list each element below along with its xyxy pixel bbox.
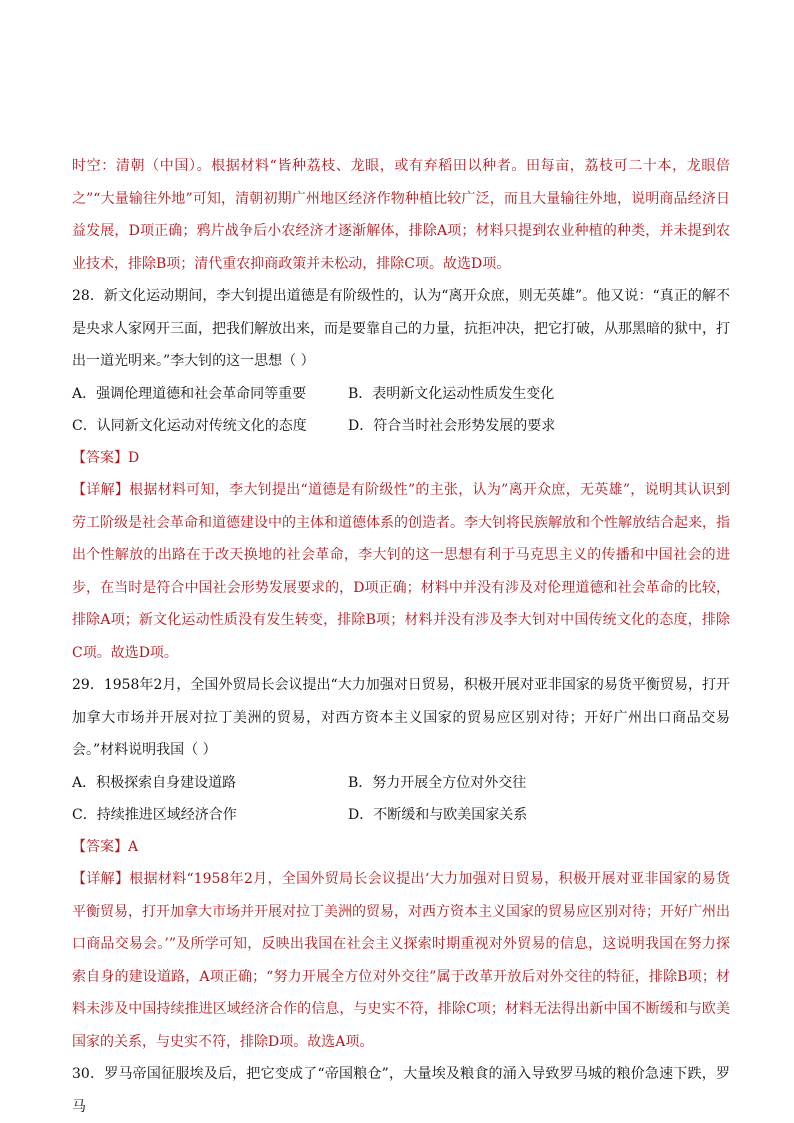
q29-option-d: D．不断缓和与欧美国家关系 xyxy=(348,806,528,823)
q28-option-d: D．符合当时社会形势发展的要求 xyxy=(348,417,556,434)
document-page xyxy=(72,150,730,1123)
q28-detail xyxy=(72,474,730,669)
q28-answer-tag: 【答案】 xyxy=(72,449,128,466)
q29-option-c: C．持续推进区域经济合作 xyxy=(72,806,237,823)
prev-explanation: 时空：清朝（中国）。根据材料“皆种荔枝、龙眼，或有弃稻田以种者。田每亩，荔枝可二十本，龙眼倍之”“大量输往外地”可知，清朝初期广州地区经济作物种植比较广泛，而且大量输往外地，说明商品经济日益发展，D项正确；鸦片战争后小农经济才逐渐解体，排除A项；材料只提到农业种植的种类，并未提到农业技术，排除B项；清代重农抑商政策并未松动，排除C项。故选D项。 xyxy=(72,158,730,272)
q28-detail-text: 根据材料可知，李大钊提出“道德是有阶级性”的主张，认为”离开众庶，无英雄”，说明其认识到劳工阶级是社会革命和道德建设中的主体和道德体系的创造者。李大钊将民族解放和个性解放结合起来，指出个性解放的出路在于改天换地的社会革命，李大钊的这一思想有利于马克思主义的传播和中国社会的进步，在当时是符合中国社会形势发展要求的，D项正确；材料中并没有涉及对伦理道德和社会革命的比较，排除A项；新文化运动性质没有发生转变，排除B项；材料并没有涉及李大钊对中国传统文化的态度，排除C项。故选D项。 xyxy=(72,482,730,661)
q28-option-a: A．强调伦理道德和社会革命同等重要 xyxy=(72,385,307,402)
q29-answer xyxy=(72,831,730,864)
q28-answer xyxy=(72,442,730,475)
question-30-stem: 30．罗马帝国征服埃及后，把它变成了“帝国粮仓”，大量埃及粮食的涌入导致罗马城的粮价急速下跌，罗马 xyxy=(72,1066,730,1115)
q29-detail-text: 根据材料“1958年2月，全国外贸局长会议提出‘大力加强对日贸易，积极开展对亚非国家的易货平衡贸易，打开加拿大市场并开展对拉丁美洲的贸易，对西方资本主义国家的贸易应区别对待；开好广州出口商品交易会。’”及所学可知，反映出我国在社会主义探索时期重视对外贸易的信息，这说明我国在努力探索自身的建设道路，A项正确；“努力开展全方位对外交往”属于改革开放后对外交往的特征，排除B项；材料未涉及中国持续推进区域经济合作的信息，与史实不符，排除C项；材料无法得出新中国不断缓和与欧美国家的关系，与史实不符，排除D项。故选A项。 xyxy=(72,871,730,1050)
q28-detail-tag: 【详解】 xyxy=(72,482,130,498)
question-29-options xyxy=(72,767,730,831)
question-29-stem: 29．1958年2月，全国外贸局长会议提出“大力加强对日贸易，积极开展对亚非国家的易货平衡贸易，打开加拿大市场并开展对拉丁美洲的贸易，对西方资本主义国家的贸易应区别对待；开好广州出口商品交易会。”材料说明我国（ ） xyxy=(72,677,730,758)
q29-detail-tag: 【详解】 xyxy=(72,871,130,887)
question-28-options xyxy=(72,378,730,442)
q29-option-a: A．积极探索自身建设道路 xyxy=(72,774,237,791)
q28-answer-value: D xyxy=(128,449,140,466)
q28-option-c: C．认同新文化运动对传统文化的态度 xyxy=(72,417,307,434)
q29-detail xyxy=(72,863,730,1058)
q29-option-b: B．努力开展全方位对外交往 xyxy=(348,774,527,791)
q29-answer-tag: 【答案】 xyxy=(72,838,128,855)
q29-answer-value: A xyxy=(128,838,139,855)
q28-option-b: B．表明新文化运动性质发生变化 xyxy=(348,385,555,402)
question-28-stem: 28．新文化运动期间，李大钊提出道德是有阶级性的，认为“离开众庶，则无英雄”。他又说：“真正的解不是央求人家网开三面，把我们解放出来，而是要靠自己的力量，抗拒冲决，把它打破，从那黑暗的狱中，打出一道光明来。”李大钊的这一思想（ ） xyxy=(72,288,730,369)
